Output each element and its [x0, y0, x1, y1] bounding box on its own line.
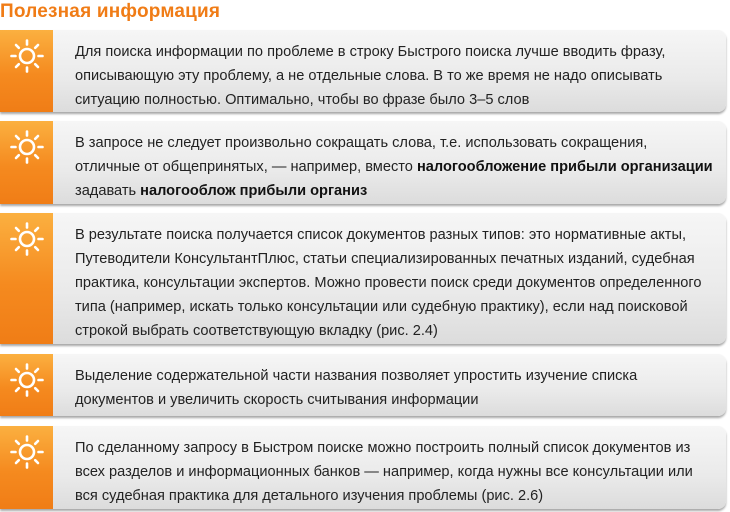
tip-text: Выделение содержательной части названия позволяет упростить изучение списка документов и увеличить скорость считывания информации [75, 368, 638, 408]
tip-card [0, 426, 726, 509]
tip-card [0, 121, 726, 204]
tip-text: В результате поиска получается список документов разных типов: это нормативные акты, Путеводители КонсультантПлюс, статьи специализированных печатных изданий, судебная практика, консультации экспертов. Можно провести поиск среди документов определенного типа (например, искать только консультации или судебную практику), если над поисковой строкой выбрать соответствующую вкладку (рис. 2.4) [75, 227, 702, 339]
sun-icon [10, 435, 44, 469]
sun-icon [10, 363, 44, 397]
sun-icon [10, 130, 44, 164]
tip-text: Для поиска информации по проблеме в строку Быстрого поиска лучше вводить фразу, описывающую эту проблему, а не отдельные слова. В то же время не надо описывать ситуацию полностью. Оптимально, чтобы во фразе было 3–5 слов [75, 44, 666, 108]
tip-card [0, 354, 726, 416]
tip-text [75, 131, 714, 203]
page-title: Полезная информация [0, 1, 221, 22]
sun-icon [10, 39, 44, 73]
tip-term-abbrev: налогооблож прибыли организ [140, 183, 368, 199]
sun-icon [10, 222, 44, 256]
tip-icon-cell [0, 213, 53, 344]
tip-term-full: налогообложение прибыли организации [416, 159, 713, 175]
tip-icon-cell [0, 426, 53, 509]
tip-card [0, 30, 726, 112]
tip-icon-cell [0, 30, 53, 112]
tip-text-part: В запросе не следует произвольно сокращать слова, т.е. использовать сокращения, отличные от общепринятых, — например, вместо [75, 135, 648, 175]
tip-icon-cell [0, 354, 53, 416]
tip-icon-cell [0, 121, 53, 204]
tip-text: По сделанному запросу в Быстром поиске можно построить полный список документов из всех разделов и информационных банков — например, когда нужны все консультации или вся судебная практика для детального изучения проблемы (рис. 2.6) [75, 440, 693, 504]
tip-text-part: задавать [75, 183, 141, 199]
tip-card [0, 213, 726, 344]
